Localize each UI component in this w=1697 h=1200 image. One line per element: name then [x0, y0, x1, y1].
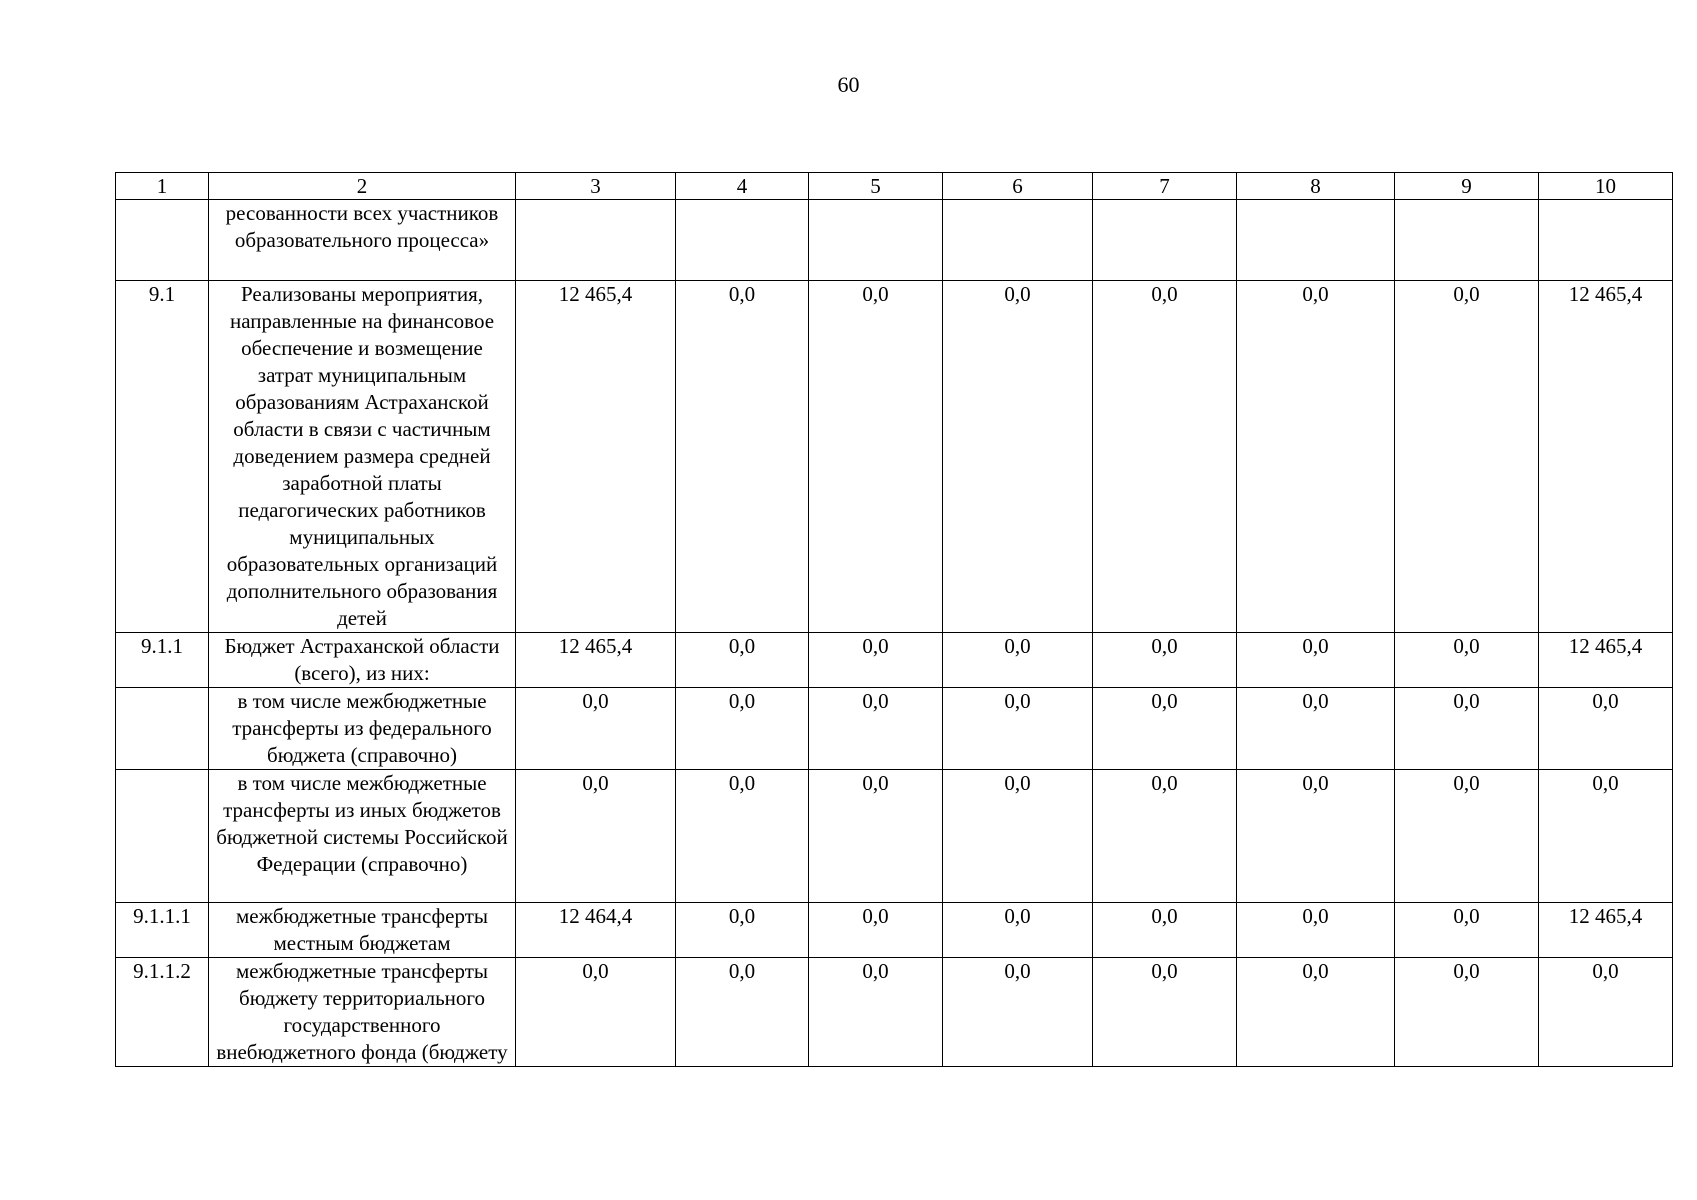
- value-cell: 0,0: [1395, 770, 1539, 903]
- table-row: [116, 958, 1673, 1067]
- row-number-cell: 9.1: [116, 281, 209, 633]
- value-cell: [1237, 200, 1395, 281]
- value-cell: 0,0: [943, 281, 1093, 633]
- column-header: 5: [809, 173, 943, 200]
- value-cell: [1539, 200, 1673, 281]
- value-cell: 0,0: [1237, 770, 1395, 903]
- value-cell: 0,0: [1237, 688, 1395, 770]
- row-name-cell: Бюджет Астраханской области (всего), из них:: [209, 633, 516, 688]
- value-cell: 0,0: [1395, 633, 1539, 688]
- value-cell: 0,0: [1395, 903, 1539, 958]
- row-number-cell: [116, 688, 209, 770]
- column-header: 1: [116, 173, 209, 200]
- table-row: [116, 200, 1673, 281]
- value-cell: 0,0: [943, 903, 1093, 958]
- column-header: 7: [1093, 173, 1237, 200]
- value-cell: [809, 200, 943, 281]
- value-cell: 0,0: [809, 958, 943, 1067]
- value-cell: 0,0: [1237, 281, 1395, 633]
- value-cell: 0,0: [809, 688, 943, 770]
- row-name-cell: межбюджетные трансферты местным бюджетам: [209, 903, 516, 958]
- value-cell: 0,0: [1093, 903, 1237, 958]
- row-name-cell: в том числе межбюджетные трансферты из федерального бюджета (справочно): [209, 688, 516, 770]
- value-cell: 12 465,4: [516, 633, 676, 688]
- value-cell: [676, 200, 809, 281]
- value-cell: 0,0: [809, 903, 943, 958]
- value-cell: 0,0: [809, 770, 943, 903]
- row-number-cell: 9.1.1.1: [116, 903, 209, 958]
- table-row: [116, 903, 1673, 958]
- value-cell: 0,0: [1395, 281, 1539, 633]
- column-header: 4: [676, 173, 809, 200]
- value-cell: 0,0: [676, 770, 809, 903]
- value-cell: [1093, 200, 1237, 281]
- value-cell: 0,0: [1539, 770, 1673, 903]
- value-cell: 0,0: [516, 770, 676, 903]
- value-cell: 0,0: [676, 958, 809, 1067]
- column-header: 9: [1395, 173, 1539, 200]
- table-row: [116, 633, 1673, 688]
- value-cell: 0,0: [809, 633, 943, 688]
- value-cell: 0,0: [676, 633, 809, 688]
- value-cell: 0,0: [1237, 633, 1395, 688]
- row-name-cell: межбюджетные трансферты бюджету территориального государственного внебюджетного фонда (бюджету: [209, 958, 516, 1067]
- value-cell: 0,0: [943, 688, 1093, 770]
- value-cell: 0,0: [516, 688, 676, 770]
- table-row: [116, 281, 1673, 633]
- value-cell: [516, 200, 676, 281]
- value-cell: 0,0: [1093, 770, 1237, 903]
- value-cell: 12 465,4: [1539, 903, 1673, 958]
- value-cell: 0,0: [1395, 688, 1539, 770]
- value-cell: 12 465,4: [1539, 633, 1673, 688]
- row-number-cell: [116, 200, 209, 281]
- column-header: 8: [1237, 173, 1395, 200]
- value-cell: 0,0: [1093, 688, 1237, 770]
- value-cell: 0,0: [1093, 633, 1237, 688]
- table-header-row: [116, 173, 1673, 200]
- row-name-cell: ресованности всех участников образовательного процесса»: [209, 200, 516, 281]
- value-cell: 0,0: [676, 281, 809, 633]
- table-row: [116, 688, 1673, 770]
- column-header: 10: [1539, 173, 1673, 200]
- value-cell: 0,0: [516, 958, 676, 1067]
- value-cell: 0,0: [943, 958, 1093, 1067]
- value-cell: 0,0: [1395, 958, 1539, 1067]
- value-cell: [1395, 200, 1539, 281]
- column-header: 2: [209, 173, 516, 200]
- value-cell: 0,0: [676, 903, 809, 958]
- row-number-cell: 9.1.1: [116, 633, 209, 688]
- page-number: 60: [837, 72, 860, 97]
- column-header: 6: [943, 173, 1093, 200]
- value-cell: 0,0: [943, 633, 1093, 688]
- table-row: [116, 770, 1673, 903]
- value-cell: 0,0: [1093, 281, 1237, 633]
- row-number-cell: [116, 770, 209, 903]
- row-name-cell: Реализованы мероприятия, направленные на финансовое обеспечение и возмещение затрат муниципальным образованиям Астраханской области в связи с частичным доведением размера средней заработной платы педагогических работников муниципальных образовательных организаций дополнительного образования детей: [209, 281, 516, 633]
- value-cell: 0,0: [1237, 903, 1395, 958]
- value-cell: 0,0: [1539, 688, 1673, 770]
- row-name-cell: в том числе межбюджетные трансферты из иных бюджетов бюджетной системы Российской Федерации (справочно): [209, 770, 516, 903]
- value-cell: 0,0: [1093, 958, 1237, 1067]
- value-cell: 0,0: [943, 770, 1093, 903]
- value-cell: 0,0: [676, 688, 809, 770]
- value-cell: 12 465,4: [516, 281, 676, 633]
- value-cell: 12 464,4: [516, 903, 676, 958]
- column-header: 3: [516, 173, 676, 200]
- value-cell: 0,0: [1237, 958, 1395, 1067]
- value-cell: 0,0: [1539, 958, 1673, 1067]
- value-cell: 12 465,4: [1539, 281, 1673, 633]
- budget-table: [115, 172, 1673, 1067]
- row-number-cell: 9.1.1.2: [116, 958, 209, 1067]
- value-cell: 0,0: [809, 281, 943, 633]
- value-cell: [943, 200, 1093, 281]
